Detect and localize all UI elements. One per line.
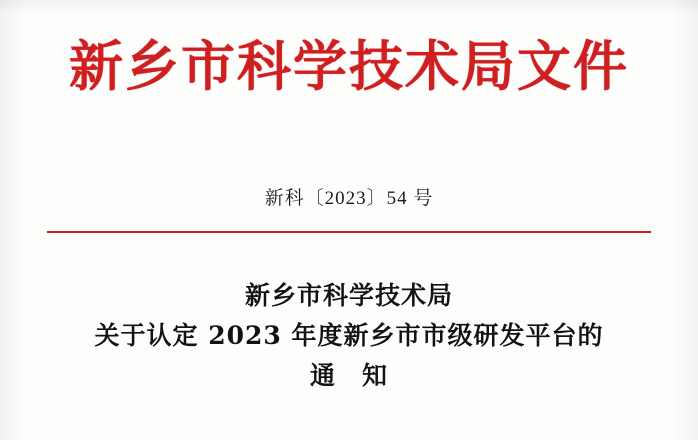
- document-title-line-3: 通 知: [309, 361, 388, 390]
- document-masthead-title: 新乡市科学技术局文件: [69, 34, 629, 98]
- document-title-block: [0, 276, 698, 396]
- paper-top-shade: [0, 0, 698, 14]
- red-separator-rule: [47, 231, 651, 233]
- document-title-line-1: 新乡市科学技术局: [244, 281, 453, 310]
- document-number: 新科〔2023〕54 号: [264, 188, 434, 209]
- document-title-line-2: 关于认定 2023 年度新乡市市级研发平台的: [94, 321, 604, 350]
